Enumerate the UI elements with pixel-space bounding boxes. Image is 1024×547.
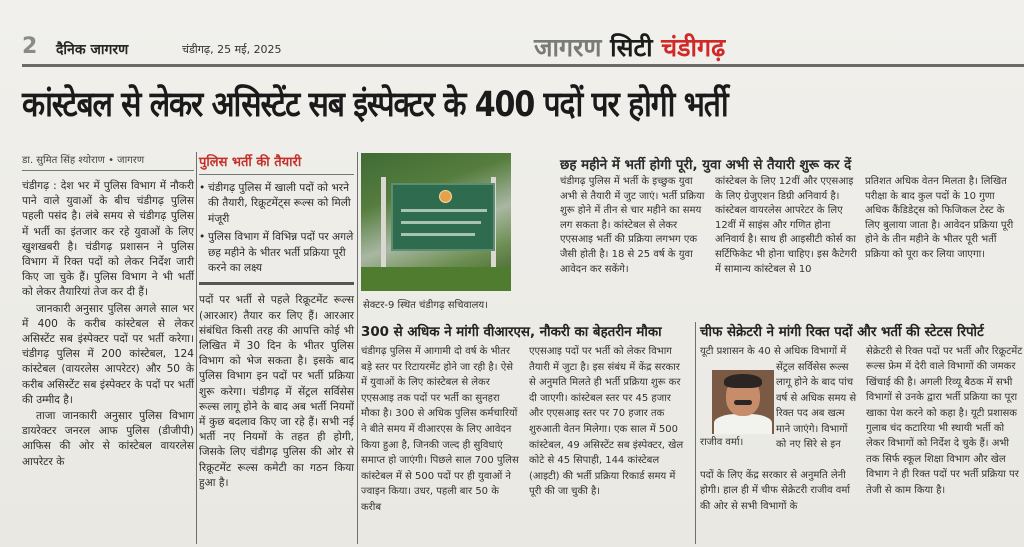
brand-city: सिटी [610,33,653,62]
column-divider [357,152,358,544]
photo-hair [724,374,762,388]
vrs-story [361,322,691,513]
photo-grass [361,267,511,291]
chief-beside-photo: सेंट्रल सर्विसेस रूल्स लागू होने के बाद पांच वर्ष से अधिक समय से रिक्त पद अब खत्म माने जाएंगे। विभागों को नए सिरे से इन [776,362,857,451]
box-rule [199,282,354,285]
highlight-box-title: पुलिस भर्ती की तैयारी [199,152,354,175]
story-paragraph: जानकारी अनुसार पुलिस अगले साल भर में 400 के करीब कांस्टेबल से लेकर असिस्टेंट सब इंस्पेक्टर पदों पर भर्ती करेगा। चंडीगढ़ पुलिस में 200 कांस्टेबल, 124 कांस्टेबल (वायरलेस आपरेटर) और 50 के करीब असिस्टेंट सब इंस्पेक्टर के पदों पर भर्ती की उम्मीद है। [22,302,194,406]
section-brand [534,30,725,64]
story-paragraph: ताजा जानकारी अनुसार पुलिस विभाग डायरेक्टर जनरल आफ पुलिस (डीजीपी) आफिस की ओर से कांस्टेबल वायरलेस आपरेटर के [22,410,194,468]
masthead [22,34,1024,66]
photo-shirt [714,414,772,434]
chief-intro: यूटी प्रशासन के 40 से अधिक विभागों में [700,346,847,357]
six-months-col-2: कांस्टेबल के लिए 12वीं और एएसआइ के लिए ग्रेजुएशन डिग्री अनिवार्य है। कांस्टेबल वायरलेस आपरेटर के लिए 12वीं में साइंस और गणित होना अनिवार्य है। साथ ही आइसीटी कोर्स का सर्टिफिकेट भी होना चाहिए। इस कैटेगरी में सामान्य कांस्टेबल से 10 [715,176,857,275]
rajiv-verma-photo [712,370,774,434]
sign-text-line [401,233,475,236]
chief-photo-caption: राजीव वर्मा। [700,437,744,448]
byline: डा. सुमित सिंह श्योराण • जागरण [22,152,194,171]
column-divider [196,152,197,544]
six-months-col-1: चंडीगढ़ पुलिस में भर्ती के इच्छुक युवा अभी से तैयारी में जुट जाएं। भर्ती प्रक्रिया शुरू होने में तीन से चार महीने का समय लग सकता है। कांस्टेबल से लेकर एएसआइ भर्ती की प्रक्रिया लगभग एक जैसी होती है। 18 से 25 वर्ष के युवा आवेदन कर सकेंगे। [560,176,705,275]
story-continuation: पदों पर भर्ती से पहले रिक्रूटमेंट रूल्स (आरआर) तैयार कर लिए हैं। आरआर संबंधित किसी तरह की आपत्ति कोई भी लिखित में 30 दिन के भीतर पुलिस विभाग को भेज सकता है। इसके बाद पुलिस विभाग इन पदों पर भर्ती प्रक्रिया शुरू करेगा। चंडीगढ़ में सेंट्रल सर्विसेस रूल्स लागू होने के बाद अब भर्ती नियमों में कुछ बदलाव किए जा रहे हैं। सभी नई भर्ती नए नियमों के तहत ही होगी, जिसके लिए चंडीगढ़ पुलिस की ओर से रिक्रूटमेंट रूल्स कमेटी का गठन किया हुआ है। [199,294,354,489]
dateline: चंडीगढ़, 25 मई, 2025 [182,43,282,56]
main-headline: कांस्टेबल से लेकर असिस्टेंट सब इंस्पेक्टर के 400 पदों पर होगी भर्ती [22,85,728,125]
six-months-story [560,155,1020,275]
main-story-column [22,152,194,470]
highlight-bullet: • चंडीगढ़ पुलिस में खाली पदों को भरने की तैयारी, रिक्रूटमेंट्स रूल्स को मिली मंजूरी [199,181,354,227]
sign-text-line [401,209,487,212]
chief-secretary-story [700,322,1024,512]
vrs-title: 300 से अधिक ने मांगी वीआरएस, नौकरी का बेहतरीन मौका [361,325,662,340]
secretariat-sign [391,183,495,251]
secretariat-photo [361,153,511,291]
brand-jagran: जागरण [534,33,602,62]
six-months-col-3: प्रतिशत अधिक वेतन मिलता है। लिखित परीक्षा के बाद कुल पदों के 10 गुणा अधिक कैंडिडेट्स को फिजिकल टेस्ट के लिए बुलाया जाता है। आवेदन प्रक्रिया पूरी होने के तीन महीने के भीतर पूरी भर्ती प्रक्रिया को पूरा कर लिया जाएगा। [865,176,1014,260]
photo-moustache [734,400,752,405]
chief-title: चीफ सेक्रेटरी ने मांगी रिक्त पदों और भर्ती की स्टेटस रिपोर्ट [700,325,984,340]
highlight-box-column [199,152,354,491]
brand-chandigarh: चंडीगढ़ [661,33,726,62]
highlight-bullet: • पुलिस विभाग में विभिन्न पदों पर अगले छह महीने के भीतर भर्ती प्रक्रिया पूरी करने का लक्ष्य [199,230,354,276]
story-paragraph: चंडीगढ़ : देश भर में पुलिस विभाग में नौकरी पाने वाले युवाओं के बीच चंडीगढ़ पुलिस पहली पसंद है। लंबे समय से चंडीगढ़ पुलिस में भर्ती का इंतजार कर रहे युवाओं के लिए खुशखबरी है। चंडीगढ़ प्रशासन ने पुलिस विभाग में रिक्त पदों को लेकर निर्देश जारी किए जा चुके हैं। पुलिस विभाग ने भी भर्ती को लेकर तैयारियां तेज कर दी हैं। [22,180,194,299]
emblem-icon [439,190,452,203]
masthead-rule [22,64,1024,67]
sign-text-line [401,221,481,224]
vrs-col-2: एएसआइ पदों पर भर्ती को लेकर विभाग तैयारी में जुटा है। इस संबंध में केंद्र सरकार से अनुमति मिलते ही भर्ती प्रक्रिया शुरू कर दी जाएगी। कांस्टेबल स्तर पर 45 हजार और एएसआइ स्तर पर 70 हजार तक शुरुआती वेतन मिलेगा। एक साल में 500 कांस्टेबल, 49 असिस्टेंट सब इंस्पेक्टर, खेल कोटे से 45 सिपाही, 144 कांस्टेबल (आइटी) की भर्ती प्रक्रिया रिकार्ड समय में पूरी की जा चुकी है। [529,346,684,498]
chief-below-photo: पदों के लिए केंद्र सरकार से अनुमति लेनी होगी। हाल ही में चीफ सेक्रेटरी राजीव वर्मा की ओर से सभी विभागों के [700,470,850,512]
page-number: 2 [22,34,38,59]
column-divider [695,322,696,544]
chief-col-2: सेक्रेटरी से रिक्त पदों पर भर्ती और रिक्रूटमेंट रूल्स फ्रेम में देरी वाले विभागों की जमकर खिंचाई की है। अगली रिव्यू बैठक में सभी विभागों से उनके द्वारा भर्ती प्रक्रिया का पूरा खाका पेश करने को कहा है। यूटी प्रशासक गुलाब चंद कटारिया भी स्थायी भर्ती को लेकर विभागों को निर्देश दे चुके हैं। अभी तक सिर्फ स्कूल शिक्षा विभाग और खेल विभाग ने ही रिक्त पदों पर भर्ती प्रक्रिया पर तेजी से काम किया है। [866,346,1023,496]
vrs-col-1: चंडीगढ़ पुलिस में आगामी दो वर्ष के भीतर बड़े स्तर पर रिटायरमेंट होने जा रही है। ऐसे में युवाओं के लिए कांस्टेबल से लेकर एएसआइ तक पदों पर भर्ती का सुनहरा मौका है। 300 से अधिक पुलिस कर्मचारियों ने बीते समय में वीआरएस के लिए आवेदन किया हुआ है, जिनकी जल्द ही सुविधाएं समाप्त हो जाएंगी। पिछले साल 700 पुलिस कांस्टेबल में से 500 पदों पर ही युवाओं ने ज्वाइन किया। उधर, पहली बार 50 के करीब [361,346,519,513]
six-months-title: छह महीने में भर्ती होगी पूरी, युवा अभी से तैयारी शुरू कर दें [560,158,852,173]
photo-caption: सेक्टर-9 स्थित चंडीगढ़ सचिवालय। [363,300,488,311]
paper-name: दैनिक जागरण [56,42,129,58]
